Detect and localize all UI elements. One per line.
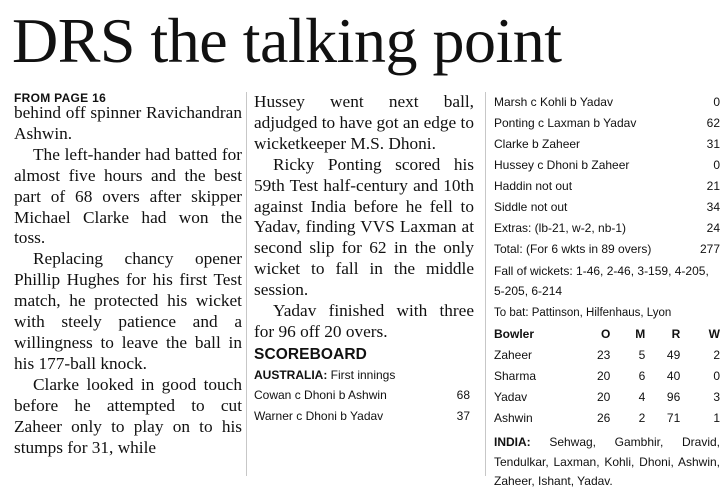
batsman-name: Warner c Dhoni b Yadav xyxy=(254,408,384,423)
bowler-overs: 26 xyxy=(596,411,611,425)
india-label: INDIA: xyxy=(494,435,531,449)
batting-row xyxy=(494,155,720,176)
batsman-runs: 37 xyxy=(456,408,470,423)
fall-of-wickets: Fall of wickets: 1-46, 2-46, 3-159, 4-205, 5-205, 6-214 xyxy=(494,264,709,298)
headline: DRS the talking point xyxy=(12,5,562,76)
batsman-name: Marsh c Kohli b Yadav xyxy=(494,95,613,109)
scoreboard-column xyxy=(494,92,720,492)
article-paragraph: Yadav finished with three for 96 off 20 overs. xyxy=(254,301,474,341)
batsman-name: Siddle not out xyxy=(494,200,568,214)
batting-row xyxy=(254,385,474,406)
bowler-wickets: 2 xyxy=(713,348,720,362)
article-paragraph: Clarke looked in good touch before he attempted to cut Zaheer only to play on to his stumps for 31, while xyxy=(14,374,242,457)
batsman-name: Haddin not out xyxy=(494,179,573,193)
article-column-2 xyxy=(254,92,474,427)
article-paragraph: The left-hander had batted for almost five hours and the best part of 68 overs after skipper Michael Clarke had won the toss. xyxy=(14,144,242,248)
batting-row xyxy=(494,197,720,218)
batsman-runs: 68 xyxy=(456,387,470,402)
batting-row xyxy=(494,113,720,134)
article-paragraph: behind off spinner Ravichandran Ashwin. xyxy=(14,103,242,143)
extras-row xyxy=(494,218,720,239)
extras-runs: 24 xyxy=(706,221,720,235)
from-page-label: FROM PAGE 16 xyxy=(14,91,107,105)
wickets-header: W xyxy=(708,327,720,341)
india-squad xyxy=(494,433,720,492)
bowler-runs: 40 xyxy=(666,369,681,383)
article-paragraph: Hussey went next ball, adjudged to have got an edge to wicketkeeper M.S. Dhoni. xyxy=(254,92,474,153)
bowler-name: Ashwin xyxy=(494,411,533,425)
batsman-runs: 62 xyxy=(706,116,720,130)
batsman-name: Cowan c Dhoni b Ashwin xyxy=(254,387,387,402)
bowling-header xyxy=(494,324,720,345)
batsman-runs: 0 xyxy=(713,158,720,172)
bowler-header: Bowler xyxy=(494,327,535,341)
bowling-row xyxy=(494,345,720,366)
extras-label: Extras: (lb-21, w-2, nb-1) xyxy=(494,221,627,235)
bowling-row xyxy=(494,408,720,429)
bowler-maidens: 2 xyxy=(638,411,646,425)
scoreboard-title: SCOREBOARD xyxy=(254,345,367,363)
bowler-name: Zaheer xyxy=(494,348,533,362)
innings-heading xyxy=(254,365,474,385)
batting-row xyxy=(494,134,720,155)
bowler-overs: 23 xyxy=(596,348,611,362)
total-label: Total: (For 6 wkts in 89 overs) xyxy=(494,242,652,256)
overs-header: O xyxy=(600,327,611,341)
bowler-name: Yadav xyxy=(494,390,528,404)
bowler-maidens: 5 xyxy=(638,348,646,362)
innings-label: First innings xyxy=(327,367,396,382)
batting-row xyxy=(254,406,474,427)
bowling-row xyxy=(494,387,720,408)
article-column-1 xyxy=(14,92,242,458)
to-bat: To bat: Pattinson, Hilfenhaus, Lyon xyxy=(494,307,672,319)
article-paragraph: Replacing chancy opener Phillip Hughes for his first Test match, he protected his wicket with steely patience and a willingness to leave the ball in his 177-ball knock. xyxy=(14,249,242,373)
batting-row xyxy=(494,176,720,197)
maidens-header: M xyxy=(635,327,646,341)
bowler-overs: 20 xyxy=(596,369,611,383)
bowling-row xyxy=(494,366,720,387)
batsman-runs: 31 xyxy=(706,137,720,151)
runs-header: R xyxy=(671,327,681,341)
bowler-runs: 71 xyxy=(666,411,681,425)
bowler-runs: 96 xyxy=(666,390,681,404)
bowler-wickets: 3 xyxy=(713,390,720,404)
total-row xyxy=(494,239,720,260)
bowler-runs: 49 xyxy=(666,348,681,362)
india-players: Sehwag, Gambhir, Dravid, Tendulkar, Laxman, Kohli, Dhoni, Ashwin, Zaheer, Ishant, Yadav. xyxy=(494,435,720,488)
bowler-maidens: 4 xyxy=(638,390,646,404)
article-paragraph: Ricky Ponting scored his 59th Test half-century and 10th against India before he fell to Yadav, finding VVS Laxman at second slip for 62 in the only wicket to fall in the middle session. xyxy=(254,154,474,300)
batsman-name: Ponting c Laxman b Yadav xyxy=(494,116,637,130)
column-divider xyxy=(485,92,486,476)
batsman-name: Clarke b Zaheer xyxy=(494,137,581,151)
bowler-maidens: 6 xyxy=(638,369,646,383)
batsman-name: Hussey c Dhoni b Zaheer xyxy=(494,158,630,172)
bowler-name: Sharma xyxy=(494,369,537,383)
total-runs: 277 xyxy=(699,242,720,256)
innings-team: AUSTRALIA: xyxy=(254,367,328,382)
batsman-runs: 0 xyxy=(713,95,720,109)
batsman-runs: 34 xyxy=(706,200,720,214)
bowler-wickets: 0 xyxy=(713,369,720,383)
column-divider xyxy=(246,92,247,476)
batsman-runs: 21 xyxy=(706,179,720,193)
bowler-wickets: 1 xyxy=(713,411,720,425)
batting-row xyxy=(494,92,720,113)
bowler-overs: 20 xyxy=(596,390,611,404)
